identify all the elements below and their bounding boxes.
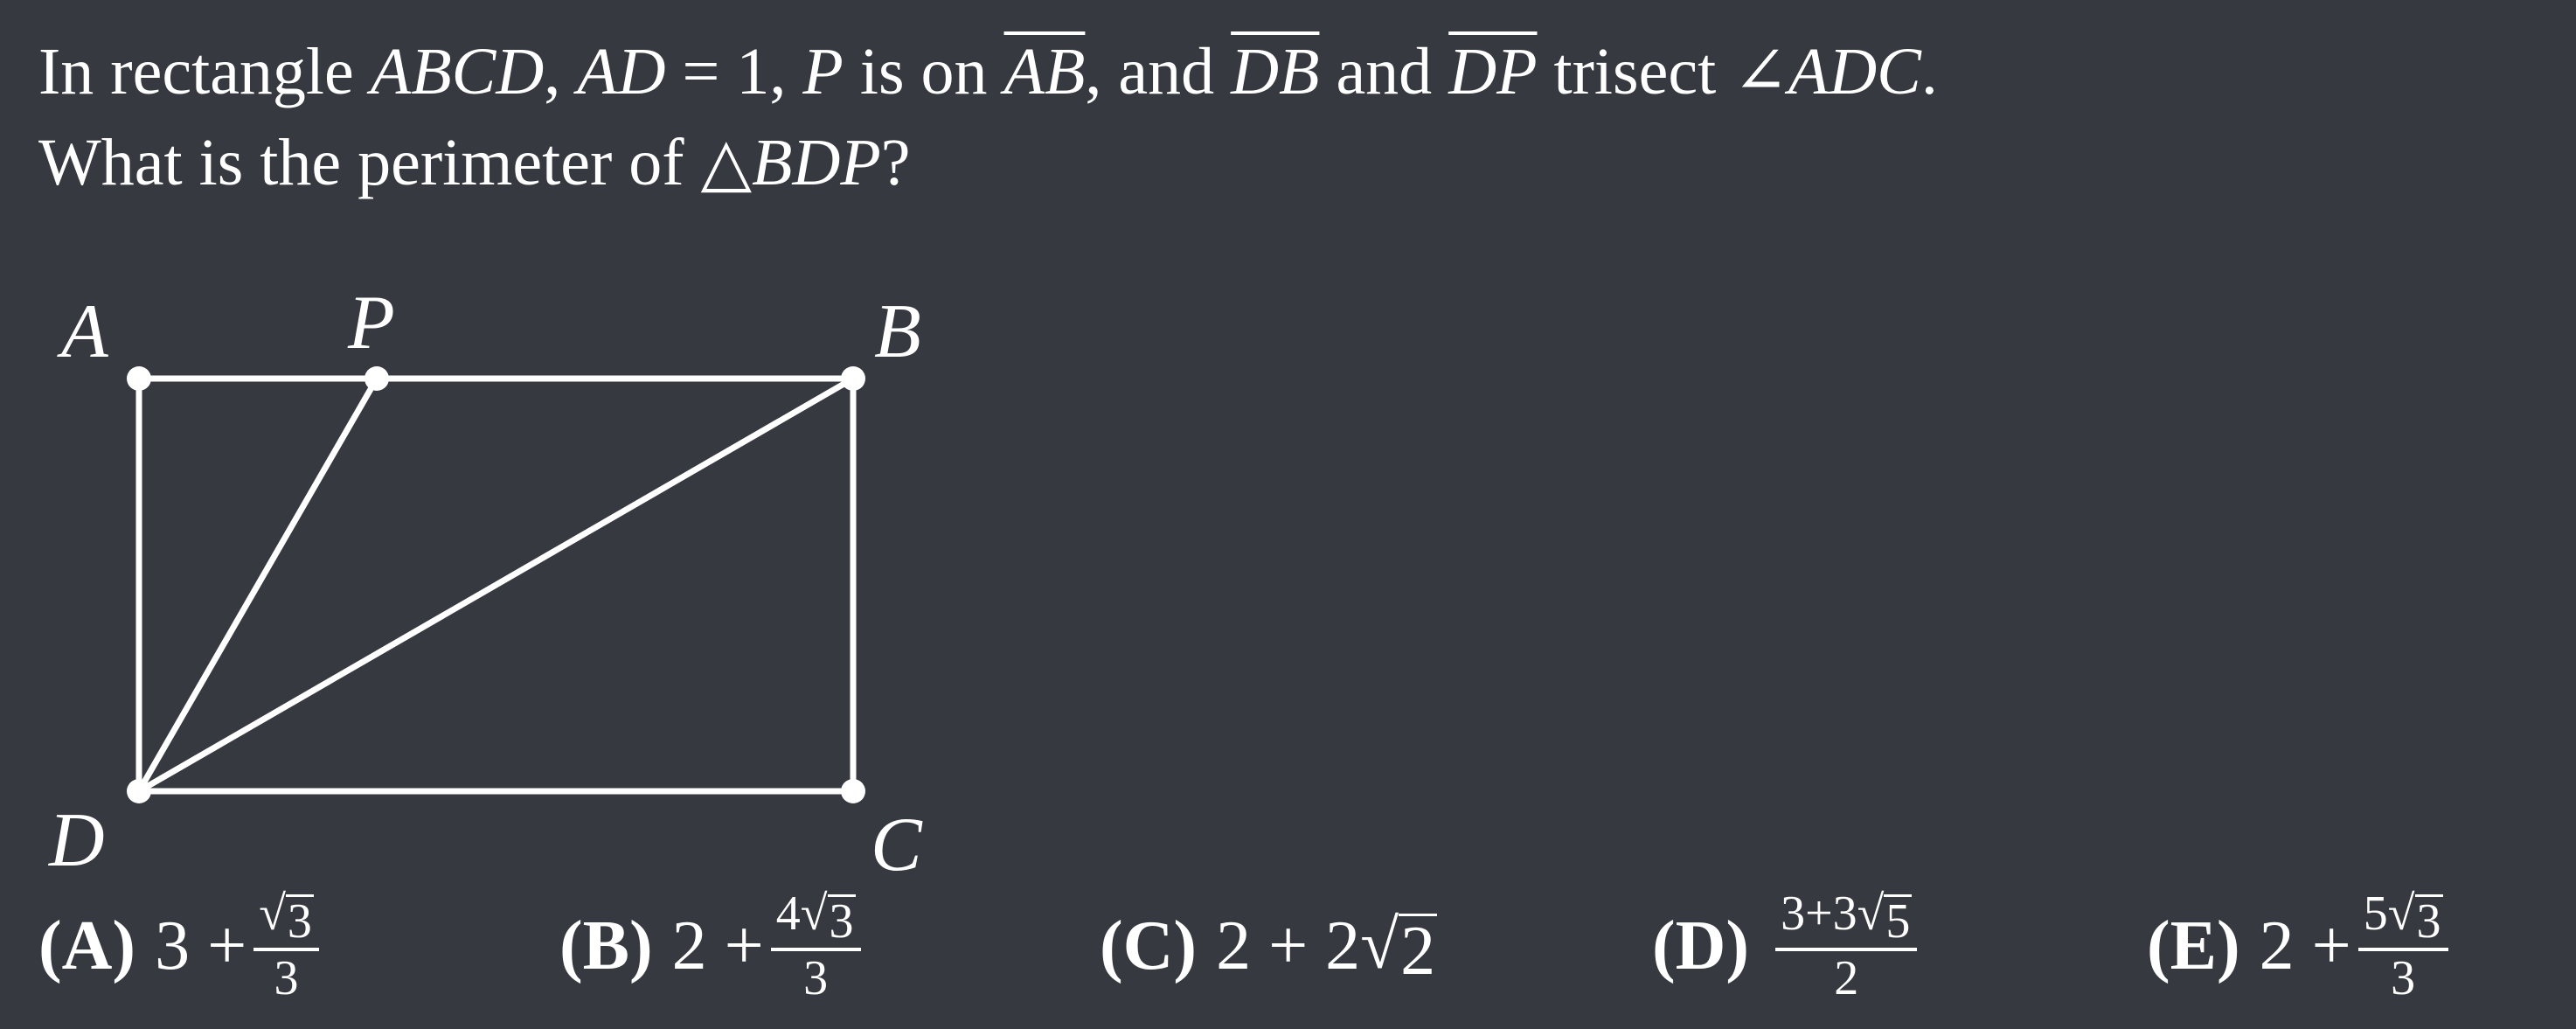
triangle-bdp: BDP (752, 126, 881, 199)
rect-name: ABCD (370, 35, 545, 108)
radical: √ 2 (1360, 906, 1436, 991)
label-b: B (874, 289, 921, 374)
label-p: P (348, 281, 395, 365)
segment-ab: $\overline{AB}$ (1003, 35, 1086, 108)
choice-letter: (A) (38, 907, 136, 984)
point-d (127, 779, 151, 803)
point-a (127, 366, 151, 391)
choice-letter: (C) (1100, 907, 1198, 984)
label-d: D (49, 798, 105, 883)
fraction: √ 3 3 (253, 888, 319, 1004)
choice-letter: (B) (559, 907, 653, 984)
problem-line-1: In rectangle ABCD, AD = 1, P is on $\overline{AB}$, and $\overline{DB}$ and $\overline{DP}$ trisect ∠ADC. (38, 35, 1938, 108)
choice-b[interactable]: (B) 2 + 4 √ 3 3 (559, 885, 861, 1007)
label-c: C (871, 803, 922, 887)
problem-statement (38, 26, 2556, 208)
fraction: 4 √ 3 3 (771, 888, 861, 1004)
segment-db: $\overline{DB}$ (1231, 35, 1320, 108)
choice-letter: (E) (2147, 907, 2240, 984)
point-c (841, 779, 865, 803)
choice-a[interactable]: (A) 3 + √ 3 3 (38, 885, 319, 1007)
label-a: A (61, 289, 108, 374)
point-b (841, 366, 865, 391)
choice-letter: (D) (1652, 907, 1750, 984)
fraction: 3+3 √ 5 2 (1775, 888, 1917, 1004)
segment-dp-line (139, 379, 377, 791)
angle-adc: ADC (1788, 35, 1921, 108)
segment-dp: $\overline{DP}$ (1448, 35, 1538, 108)
choice-e[interactable]: (E) 2 + 5 √ 3 3 (2147, 885, 2448, 1007)
choice-c[interactable]: (C) 2 + 2 √ 2 (1100, 906, 1436, 991)
problem-line-2: What is the perimeter of △BDP? (38, 126, 911, 199)
fraction: 5 √ 3 3 (2358, 888, 2448, 1004)
segment-db-line (139, 379, 853, 791)
rectangle-figure (0, 262, 979, 892)
point-p (365, 366, 389, 391)
choice-d[interactable] (1652, 885, 1917, 1007)
